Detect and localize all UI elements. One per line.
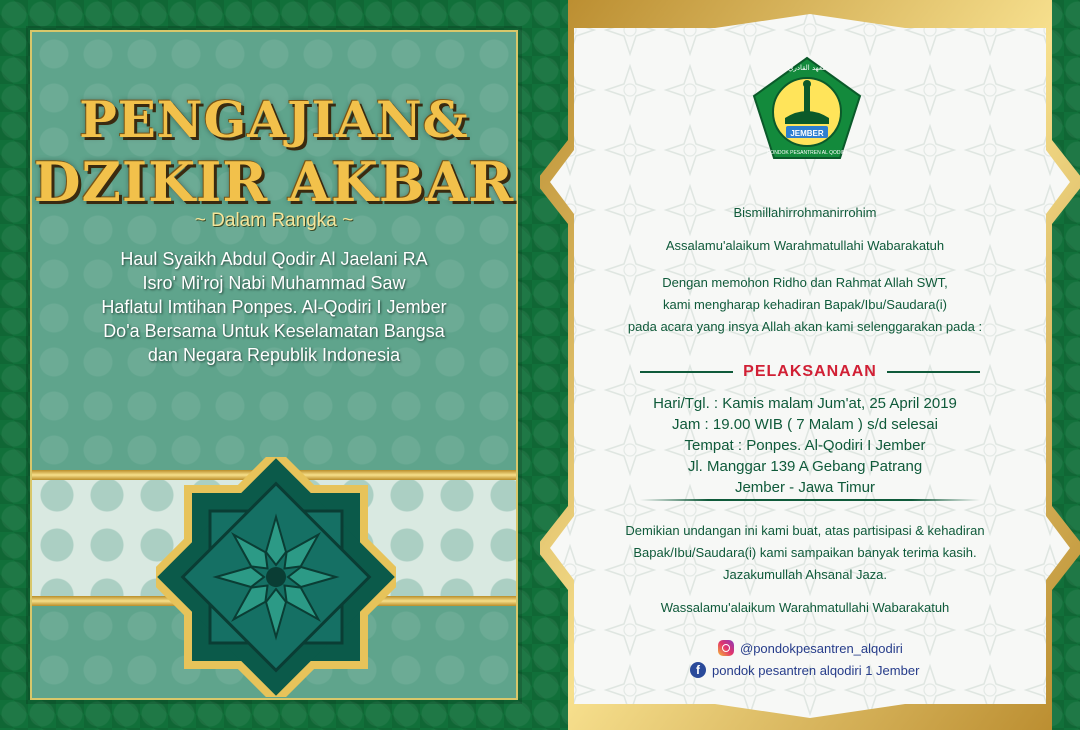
opening-text: Bismillahirrohmanirrohim	[733, 205, 877, 220]
event-list	[32, 247, 516, 367]
detail-line: Jl. Manggar 139 A Gebang Patrang	[687, 458, 923, 475]
closing-line: Bapak/Ibu/Saudara(i) kami sampaikan banyak terima kasih.	[633, 545, 977, 560]
event-item: dan Negara Republik Indonesia	[147, 345, 401, 365]
title-line-2: DZIKIR AKBAR	[33, 150, 515, 214]
farewell-text: Wassalamu'alaikum Warahmatullahi Wabarakatuh	[660, 600, 950, 615]
islamic-star-medallion	[156, 457, 396, 697]
event-item: Haflatul Imtihan Ponpes. Al-Qodiri I Jember	[101, 297, 447, 317]
pesantren-logo	[752, 56, 862, 161]
section-heading	[640, 360, 980, 384]
subtitle: ~ Dalam Rangka ~	[194, 210, 354, 231]
section-divider	[640, 499, 980, 501]
intro-line: kami mengharap kehadiran Bapak/Ibu/Saudara(i)	[662, 297, 947, 312]
facebook-text: pondok pesantren alqodiri 1 Jember	[712, 662, 920, 678]
title-line-1: PENGAJIAN&	[79, 90, 469, 149]
section-title: PELAKSANAAN	[743, 363, 877, 380]
logo-top-text: ﻣﻌﻬﺪ اﻟﻘﺎدري	[788, 64, 826, 72]
detail-line: Tempat : Ponpes. Al-Qodiri I Jember	[684, 437, 926, 454]
details-block	[585, 393, 1025, 498]
detail-line: Jam : 19.00 WIB ( 7 Malam ) s/d selesai	[672, 416, 938, 433]
instagram-text: @pondokpesantren_alqodiri	[740, 640, 903, 656]
instagram-icon	[718, 640, 734, 656]
heading-line-right	[887, 371, 980, 373]
event-item: Haul Syaikh Abdul Qodir Al Jaelani RA	[120, 249, 428, 269]
detail-line: Jember - Jawa Timur	[734, 479, 876, 496]
logo-ring-text: PONDOK PESANTREN AL QODIRI	[767, 150, 847, 156]
closing-line: Jazakumullah Ahsanal Jaza.	[722, 567, 888, 582]
event-item: Isro' Mi'roj Nabi Muhammad Saw	[142, 273, 406, 293]
event-item: Do'a Bersama Untuk Keselamatan Bangsa	[103, 321, 445, 341]
left-panel	[30, 30, 518, 700]
intro-block	[585, 272, 1025, 338]
intro-line: Dengan memohon Ridho dan Rahmat Allah SWT,	[662, 275, 948, 290]
facebook-icon: f	[690, 662, 706, 678]
logo-ribbon-text: JEMBER	[790, 129, 824, 138]
intro-line: pada acara yang insya Allah akan kami selenggarakan pada :	[627, 319, 983, 334]
closing-line: Demikian undangan ini kami buat, atas partisipasi & kehadiran	[625, 523, 985, 538]
facebook-handle[interactable]	[690, 662, 919, 678]
instagram-handle[interactable]	[718, 640, 903, 656]
heading-line-left	[640, 371, 733, 373]
closing-block	[585, 520, 1025, 586]
greeting-text: Assalamu'alaikum Warahmatullahi Wabarakatuh	[665, 238, 945, 253]
detail-line: Hari/Tgl. : Kamis malam Jum'at, 25 April 2019	[653, 395, 957, 412]
